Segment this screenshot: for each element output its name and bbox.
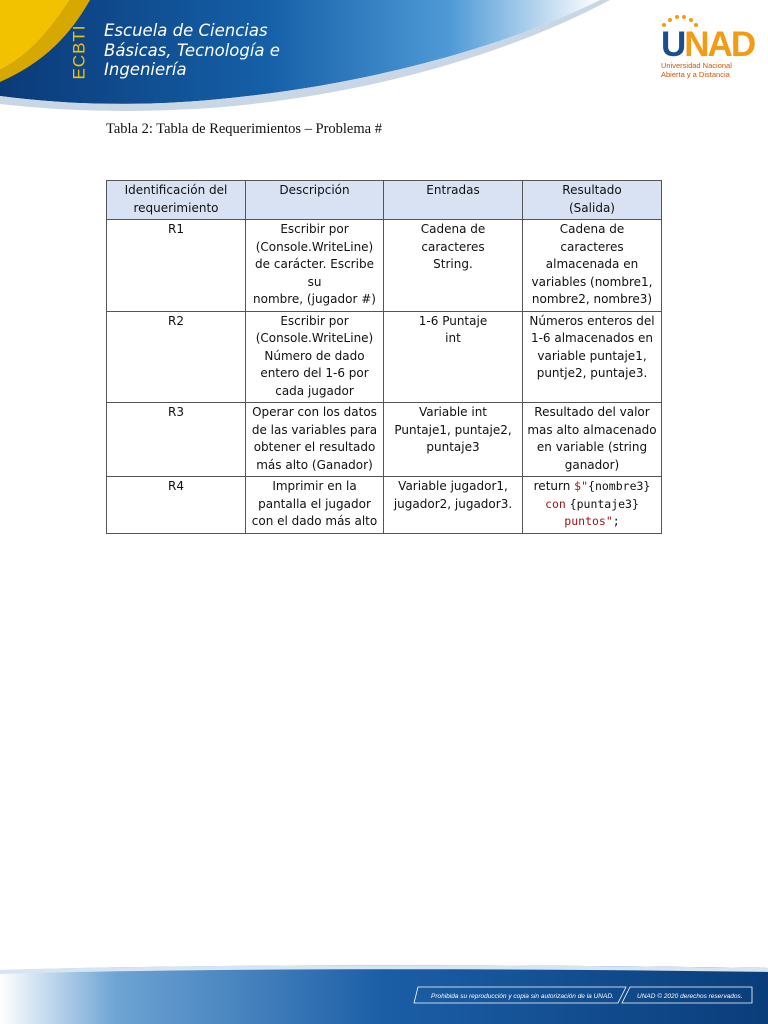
- header-entradas: Entradas: [384, 181, 523, 220]
- footer-note-copy: Prohibida su reproducción y copia sin autorización de la UNAD.: [431, 993, 614, 1000]
- table-row: [107, 477, 662, 534]
- cell-resultado: Números enteros del 1-6 almacenados en variable puntaje1, puntje2, puntaje3.: [523, 311, 662, 403]
- header-identificacion: Identificación del requerimiento: [107, 181, 246, 220]
- logo-wordmark: UNAD: [661, 25, 755, 64]
- cell-descripcion: Operar con los datos de las variables para obtener el resultado más alto (Ganador): [246, 403, 384, 477]
- header-descripcion: Descripción: [246, 181, 384, 220]
- cell-id: R2: [107, 311, 246, 403]
- cell-descripcion: Escribir por (Console.WriteLine) Número de dado entero del 1-6 por cada jugador: [246, 311, 384, 403]
- cell-resultado: Cadena de caracteres almacenada en variables (nombre1, nombre2, nombre3): [523, 220, 662, 312]
- ecbti-vertical-label: ECBTI: [69, 24, 89, 80]
- cell-resultado-code: return $"{nombre3} con {puntaje3} puntos";: [523, 477, 662, 534]
- table-header-row: [107, 181, 662, 220]
- cell-descripcion: Escribir por (Console.WriteLine) de carácter. Escribe su nombre, (jugador #): [246, 220, 384, 312]
- requirements-table: [106, 180, 662, 534]
- header-banner: [0, 0, 768, 130]
- table-caption: Tabla 2: Tabla de Requerimientos – Problema #: [106, 121, 382, 137]
- logo-subtitle-2: Abierta y a Distancia: [661, 70, 730, 79]
- footer-banner: [0, 962, 768, 1024]
- logo-subtitle-1: Universidad Nacional: [661, 61, 732, 70]
- cell-entradas: Variable jugador1, jugador2, jugador3.: [384, 477, 523, 534]
- cell-id: R1: [107, 220, 246, 312]
- cell-entradas: Variable int Puntaje1, puntaje2, puntaje3: [384, 403, 523, 477]
- cell-resultado: Resultado del valor mas alto almacenado en variable (string ganador): [523, 403, 662, 477]
- school-name-line: Escuela de Ciencias: [104, 21, 268, 40]
- table-row: [107, 311, 662, 403]
- table-row: [107, 403, 662, 477]
- cell-entradas: 1-6 Puntaje int: [384, 311, 523, 403]
- cell-id: R3: [107, 403, 246, 477]
- school-name-line: Básicas, Tecnología e: [104, 40, 280, 60]
- footer-note-rights: UNAD © 2020 derechos reservados.: [637, 993, 743, 1000]
- header-resultado: Resultado (Salida): [523, 181, 662, 220]
- cell-id: R4: [107, 477, 246, 534]
- school-name-line: Ingeniería: [104, 60, 187, 79]
- table-row: [107, 220, 662, 312]
- school-name: [104, 21, 280, 80]
- unad-logo: [655, 14, 755, 84]
- cell-descripcion: Imprimir en la pantalla el jugador con el dado más alto: [246, 477, 384, 534]
- cell-entradas: Cadena de caracteres String.: [384, 220, 523, 312]
